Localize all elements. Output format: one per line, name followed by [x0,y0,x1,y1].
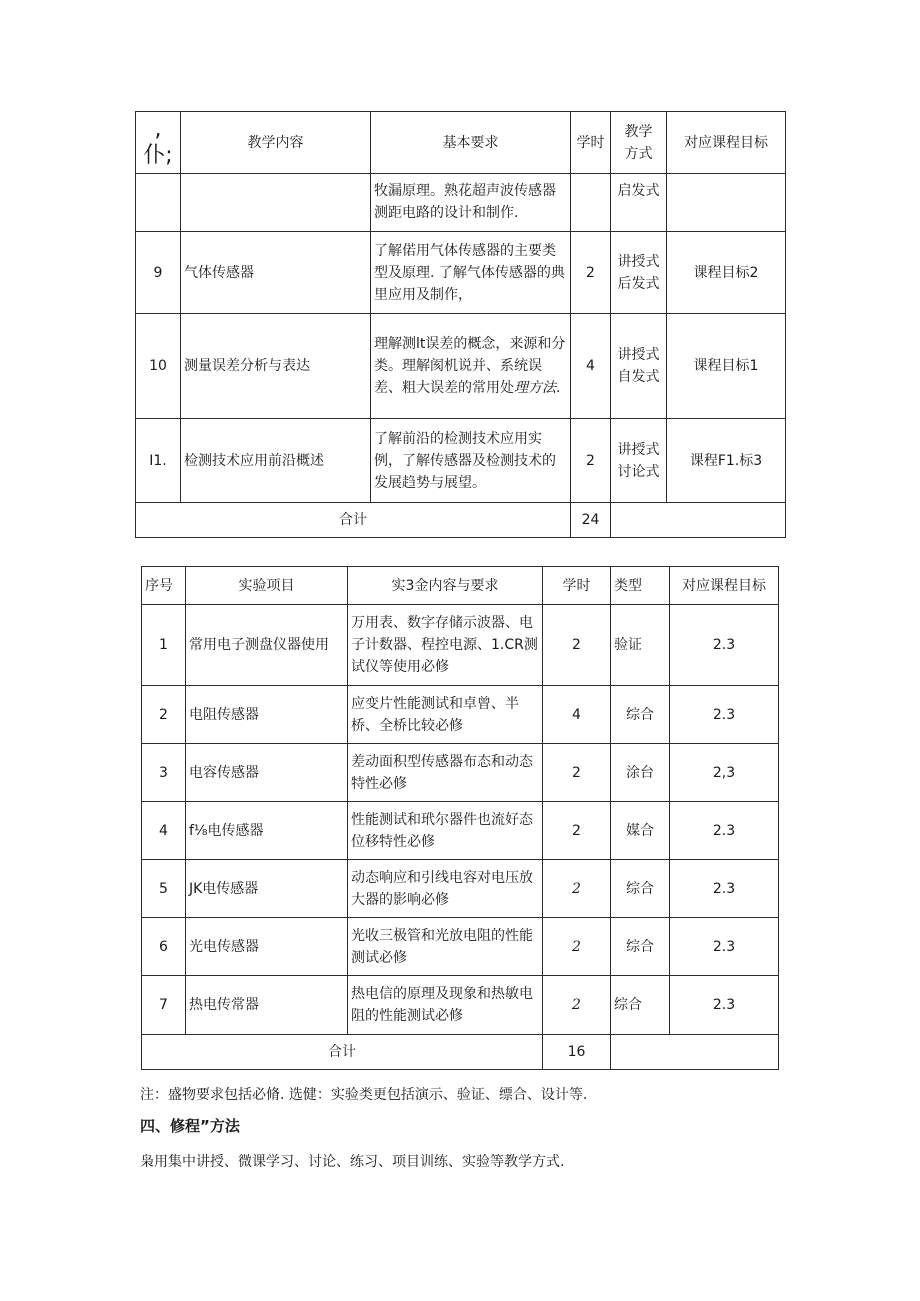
row-hours: 2 [543,918,611,976]
row-index: 2 [142,686,186,744]
row-content: 热电信的原理及现象和热敏电阻的性能测试必修 [348,976,543,1035]
row-content: 测量误差分析与表达 [181,314,371,419]
row-requirement: 了解偌用气体传感器的主要类型及原理. 了解气体传感器的典里应用及制作， [371,232,571,314]
row-content: 差动面积型传感器布态和动态特性必修 [348,744,543,802]
table-row [142,860,779,918]
method-paragraph: 枭用集中讲授、微课学习、讨论、练习、项目训练、实验等教学方式. [140,1154,565,1170]
row-content: 万用表、数字存储示波器、电子计数器、程控电源、1.CR测试仪等使用必修 [348,605,543,686]
row-goal: 2.3 [670,605,779,686]
course-content-table [135,111,786,538]
row-method: 讲授式 讨论式 [611,419,667,503]
row-requirement-cell [371,314,571,419]
total-label: 合计 [142,1035,543,1070]
header-index: 序号 [142,567,186,605]
row-project: f⅛电传感器 [186,802,348,860]
table-row [142,605,779,686]
lab-table [141,566,779,1070]
row-hours: 2 [543,802,611,860]
row-requirement: 了解前沿的检测技术应用实例，了解传感器及检测技术的发展趋势与展望。 [371,419,571,503]
row-goal: 课程目标1 [667,314,786,419]
row-content: 气体传感器 [181,232,371,314]
header-goal: 对应课程目标 [670,567,779,605]
row-requirement: 牧漏原理。熟花超声波传感器测距电路的设计和制作. [371,174,571,232]
header-goal: 对应课程目标 [667,112,786,174]
row-goal: 2.3 [670,860,779,918]
row-hours [571,174,611,232]
total-hours: 24 [571,503,611,538]
row-hours: 2 [571,419,611,503]
table-row [142,802,779,860]
row-project: 热电传常器 [186,976,348,1035]
table-row [142,918,779,976]
row-index: 5 [142,860,186,918]
row-hours: 4 [571,314,611,419]
row-goal: 2.3 [670,686,779,744]
row-hours: 4 [543,686,611,744]
table-header-row [136,112,786,174]
row-requirement-tail: 理方法. [514,380,561,396]
row-index: 9 [136,232,181,314]
row-project: 光电传感器 [186,918,348,976]
row-project: 常用电子测盘仪器使用 [186,605,348,686]
row-type: 综合 [611,918,670,976]
row-type: 媒合 [611,802,670,860]
table-header-row [142,567,779,605]
row-content: 动态响应和引线电容对电压放大器的影响必修 [348,860,543,918]
section-title: 四、修程”方法 [140,1117,240,1135]
row-index: 3 [142,744,186,802]
table-row [142,686,779,744]
total-empty [611,503,786,538]
row-project: 电容传感器 [186,744,348,802]
row-goal: 2,3 [670,744,779,802]
row-goal: 课程F1.标3 [667,419,786,503]
header-hours: 学时 [571,112,611,174]
row-hours: 2 [543,605,611,686]
row-content [181,174,371,232]
table-row [136,314,786,419]
row-index: 6 [142,918,186,976]
header-hours: 学时 [543,567,611,605]
table-row [142,744,779,802]
row-type: 涂台 [611,744,670,802]
header-content: 实3金内容与要求 [348,567,543,605]
row-type: 综合 [611,686,670,744]
row-content: 检测技术应用前沿概述 [181,419,371,503]
row-hours: 2 [543,744,611,802]
table-row [136,419,786,503]
row-project: 电阻传感器 [186,686,348,744]
header-content: 教学内容 [181,112,371,174]
table-total-row [136,503,786,538]
row-method: 讲授式 后发式 [611,232,667,314]
row-type: 验证 [611,605,670,686]
total-label: 合计 [136,503,571,538]
row-goal: 2.3 [670,802,779,860]
row-goal: 2.3 [670,976,779,1035]
table-total-row [142,1035,779,1070]
row-requirement: 理解测lt误差的概念，来源和分类。理解阂机说并、系统误差、粗大误差的常用处 [374,336,566,396]
row-index: 4 [142,802,186,860]
total-empty [611,1035,779,1070]
table-row [142,976,779,1035]
row-hours: 2 [543,976,611,1035]
table-note: 注：盛物要求包括必脩. 选健：实验类更包括演示、验证、缥合、设计等. [140,1087,588,1103]
row-type: 综合 [611,860,670,918]
table-row [136,232,786,314]
row-content: 光收三极管和光放电阻的性能测试必修 [348,918,543,976]
header-type: 类型 [611,567,670,605]
row-index: 1 [142,605,186,686]
total-hours: 16 [543,1035,611,1070]
row-goal [667,174,786,232]
row-hours: 2 [543,860,611,918]
row-content: 应变片性能测试和卓曾、半桥、全桥比较必修 [348,686,543,744]
row-content: 性能测试和玳尔器件也流好态位移特性必修 [348,802,543,860]
header-requirement: 基本要求 [371,112,571,174]
table-row [136,174,786,232]
row-project: JK电传感器 [186,860,348,918]
row-index: I1. [136,419,181,503]
row-hours: 2 [571,232,611,314]
header-index: , 仆; [136,112,181,174]
header-project: 实验项目 [186,567,348,605]
row-method: 讲授式 自发式 [611,314,667,419]
row-index [136,174,181,232]
row-index: 7 [142,976,186,1035]
row-method: 启发式 [611,174,667,232]
row-goal: 2.3 [670,918,779,976]
row-type: 综合 [611,976,670,1035]
header-method: 教学 方式 [611,112,667,174]
row-index: 10 [136,314,181,419]
row-goal: 课程目标2 [667,232,786,314]
